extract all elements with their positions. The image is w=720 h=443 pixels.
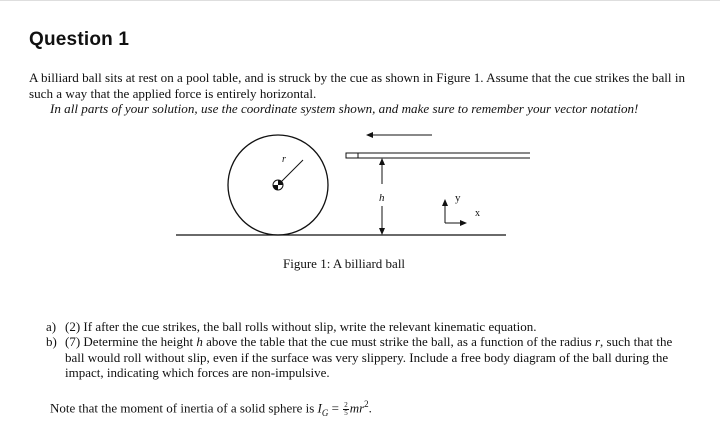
intro-text: A billiard ball sits at rest on a pool table, and is struck by the cue as shown in Figure 1. Assume that the cue strikes the ball in such a way that the applied force is entirely horizontal.: [29, 70, 686, 101]
question-title: Question 1: [29, 29, 130, 50]
cue-direction-arrow: [366, 132, 432, 138]
part-b-text-3: , such that the ball would roll without slip, even if the surface was very slippery. Include a free body diagram of the ball during the impact, indicating which forces are non-impulsive.: [65, 334, 673, 380]
part-b-text: [65, 334, 686, 380]
figure-caption: Figure 1: A billiard ball: [283, 256, 406, 271]
axis-y-label: y: [455, 192, 461, 204]
fraction-denominator: 5: [344, 409, 348, 418]
inertia-rhs: mr: [349, 400, 365, 416]
part-b-text-1: (7) Determine the height: [65, 334, 197, 350]
inertia-fraction: [343, 402, 349, 417]
inertia-note-suffix: .: [368, 400, 372, 416]
axis-x-label: x: [475, 208, 480, 219]
billiard-figure: [0, 125, 720, 245]
question-parts: [46, 319, 686, 380]
center-of-mass-icon: [273, 180, 283, 190]
part-b-r-symbol: r: [594, 334, 601, 350]
intro-note: In all parts of your solution, use the coordinate system shown, and make sure to remember your vector notation!: [50, 101, 639, 116]
part-b-h-symbol: h: [196, 334, 203, 350]
part-a-label: a): [46, 319, 57, 334]
fraction-numerator: 2: [344, 401, 348, 410]
top-divider: [0, 0, 720, 1]
radius-label: r: [282, 154, 286, 165]
part-a-text: (2) If after the cue strikes, the ball rolls without slip, write the relevant kinematic equation.: [65, 319, 537, 334]
inertia-note-prefix: Note that the moment of inertia of a solid sphere is: [50, 400, 318, 416]
height-label: h: [379, 192, 385, 204]
cue-stick: [346, 153, 530, 158]
inertia-note: [50, 399, 372, 418]
question-intro: [29, 70, 691, 117]
part-b-text-2: above the table that the cue must strike the ball, as a function of the radius: [202, 334, 595, 350]
inertia-subscript: G: [321, 407, 329, 418]
part-b-label: b): [46, 334, 57, 350]
inertia-symbol: I: [317, 400, 322, 416]
inertia-exponent: 2: [364, 399, 369, 409]
part-a: [46, 319, 686, 334]
inertia-equals: =: [328, 400, 343, 416]
part-b: [46, 334, 686, 380]
